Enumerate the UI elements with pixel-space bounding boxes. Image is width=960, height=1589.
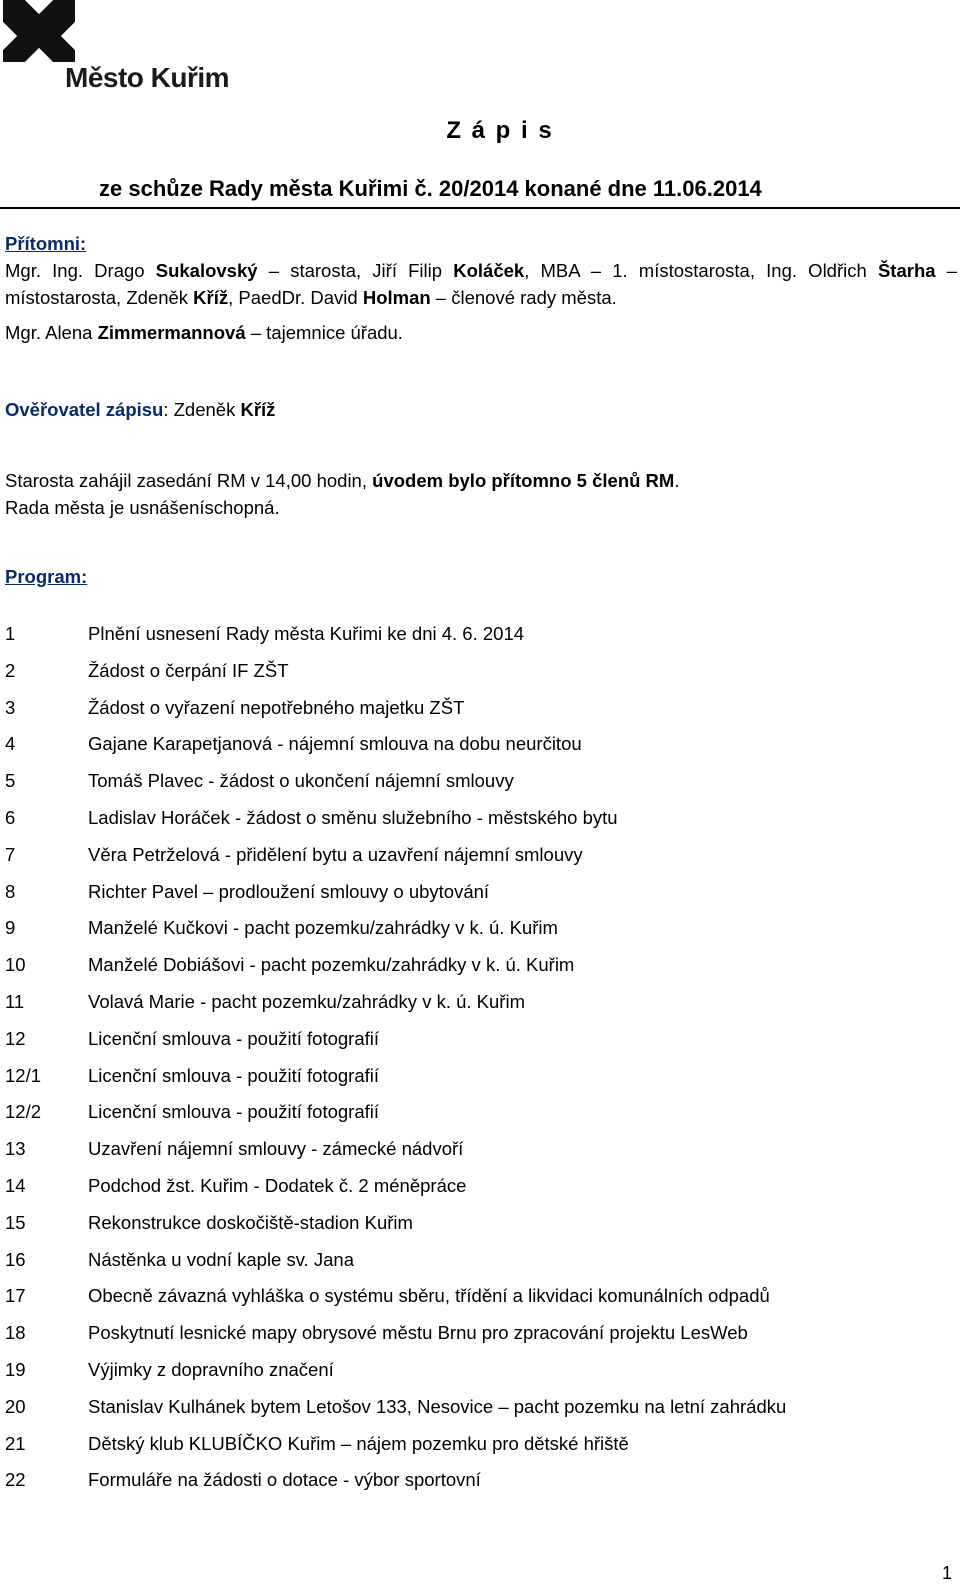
members-run: – členové rady města. (430, 287, 617, 308)
verifier-name: Kříž (240, 399, 276, 420)
program-item-number: 14 (5, 1174, 26, 1196)
program-item-number: 10 (5, 954, 26, 976)
document-title: Z á p i s (446, 117, 554, 144)
program-item-text: Podchod žst. Kuřim - Dodatek č. 2 méněpráce (88, 1174, 467, 1196)
title-divider (0, 207, 960, 209)
program-item-text: Rekonstrukce doskočiště-stadion Kuřim (88, 1211, 413, 1233)
program-item-text: Dětský klub KLUBÍČKO Kuřim – nájem pozemku pro dětské hřiště (88, 1432, 629, 1454)
program-item-text: Uzavření nájemní smlouvy - zámecké nádvoří (88, 1138, 464, 1160)
members-run: – starosta, Jiří Filip (257, 260, 454, 281)
attendance-label: Přítomni: (5, 233, 87, 254)
program-item-text: Žádost o čerpání IF ZŠT (88, 659, 289, 681)
opening-period: . (674, 470, 680, 491)
program-item-number: 6 (5, 806, 16, 828)
opening-section (5, 467, 679, 521)
program-item-number: 17 (5, 1285, 26, 1307)
verifier-label: Ověřovatel zápisu (5, 399, 164, 420)
program-item-number: 9 (5, 917, 16, 939)
program-item-number: 12/2 (5, 1101, 42, 1123)
members-run: , MBA – 1. místostarosta, Ing. Oldřich (524, 260, 878, 281)
program-item-number: 16 (5, 1248, 26, 1270)
program-item-text: Ladislav Horáček - žádost o směnu služebního - městského bytu (88, 806, 618, 828)
program-item-number: 15 (5, 1211, 26, 1233)
secretary-run: – tajemnice úřadu. (245, 322, 403, 343)
program-item-text: Licenční smlouva - použití fotografií (88, 1064, 380, 1086)
city-logo (3, 0, 75, 62)
program-item-text: Stanislav Kulhánek bytem Letošov 133, Nesovice – pacht pozemku na letní zahrádku (88, 1395, 787, 1417)
secretary-run: Mgr. Alena (5, 322, 98, 343)
program-item-text: Tomáš Plavec - žádost o ukončení nájemní smlouvy (88, 770, 514, 792)
program-item-text: Richter Pavel – prodloužení smlouvy o ubytování (88, 880, 490, 902)
members-run: – místostarosta, Zdeněk (5, 260, 957, 308)
attendance-section (5, 230, 957, 346)
program-item-number: 8 (5, 880, 16, 902)
members-run: Holman (362, 287, 431, 308)
program-item-text: Licenční smlouva - použití fotografií (88, 1027, 380, 1049)
program-item-number: 1 (5, 623, 16, 644)
program-item-text: Formuláře na žádosti o dotace - výbor sportovní (88, 1469, 481, 1491)
opening-text: Starosta zahájil zasedání RM v 14,00 hodin, (5, 470, 373, 491)
program-item-text: Věra Petrželová - přidělení bytu a uzavření nájemní smlouvy (88, 843, 583, 865)
members-run: , PaedDr. David (228, 287, 363, 308)
program-item-text: Gajane Karapetjanová - nájemní smlouva na dobu neurčitou (88, 733, 582, 755)
program-item-text: Manželé Kučkovi - pacht pozemku/zahrádky v k. ú. Kuřim (88, 917, 558, 939)
program-item-number: 22 (5, 1469, 26, 1491)
program-item-number: 21 (5, 1432, 26, 1454)
members-run: Koláček (453, 260, 525, 281)
program-item-text: Nástěnka u vodní kaple sv. Jana (88, 1248, 355, 1270)
members-run: Mgr. Ing. Drago (5, 260, 156, 281)
program-item-number: 2 (5, 659, 16, 681)
city-logo-mark-icon (3, 0, 75, 62)
program-label: Program: (5, 566, 88, 587)
opening-line-1 (5, 467, 679, 494)
opening-quorum: úvodem bylo přítomno 5 členů RM (372, 470, 675, 491)
logo-text: Město Kuřim (65, 62, 230, 93)
program-item-text: Poskytnutí lesnické mapy obrysové městu Brnu pro zpracování projektu LesWeb (88, 1322, 748, 1344)
program-item-text: Žádost o vyřazení nepotřebného majetku ZŠT (88, 696, 465, 718)
program-item-text: Plnění usnesení Rady města Kuřimi ke dni 4. 6. 2014 (88, 623, 525, 644)
program-item-number: 13 (5, 1138, 26, 1160)
document-subtitle: ze schůze Rady města Kuřimi č. 20/2014 konané dne 11.06.2014 (99, 176, 762, 201)
attendance-secretary (5, 319, 957, 346)
program-item-number: 7 (5, 843, 16, 865)
program-item-number: 12/1 (5, 1064, 42, 1086)
program-item-number: 19 (5, 1358, 26, 1380)
page-number: 1 (942, 1563, 953, 1583)
program-item-text: Obecně závazná vyhláška o systému sběru, třídění a likvidaci komunálních odpadů (88, 1285, 770, 1307)
program-item-number: 18 (5, 1322, 26, 1344)
attendance-members (5, 257, 957, 311)
program-item-number: 3 (5, 696, 16, 718)
program-item-number: 4 (5, 733, 16, 755)
program-heading (5, 563, 87, 590)
members-run: Kříž (193, 287, 229, 308)
program-item-text: Manželé Dobiášovi - pacht pozemku/zahrádky v k. ú. Kuřim (88, 954, 575, 976)
program-item-text: Výjimky z dopravního značení (88, 1358, 334, 1380)
verifier-colon: : Zdeněk (163, 399, 241, 420)
program-item-number: 11 (5, 990, 25, 1012)
members-run: Štarha (877, 260, 936, 281)
secretary-run: Zimmermannová (97, 322, 246, 343)
program-item-number: 5 (5, 770, 16, 792)
program-item-number: 20 (5, 1395, 26, 1417)
program-item-number: 12 (5, 1027, 26, 1049)
members-run: Sukalovský (155, 260, 258, 281)
program-item-text: Volavá Marie - pacht pozemku/zahrádky v k. ú. Kuřim (88, 990, 525, 1012)
verifier-line (5, 396, 275, 423)
opening-line-2: Rada města je usnášeníschopná. (5, 497, 280, 518)
program-item-text: Licenční smlouva - použití fotografií (88, 1101, 380, 1123)
